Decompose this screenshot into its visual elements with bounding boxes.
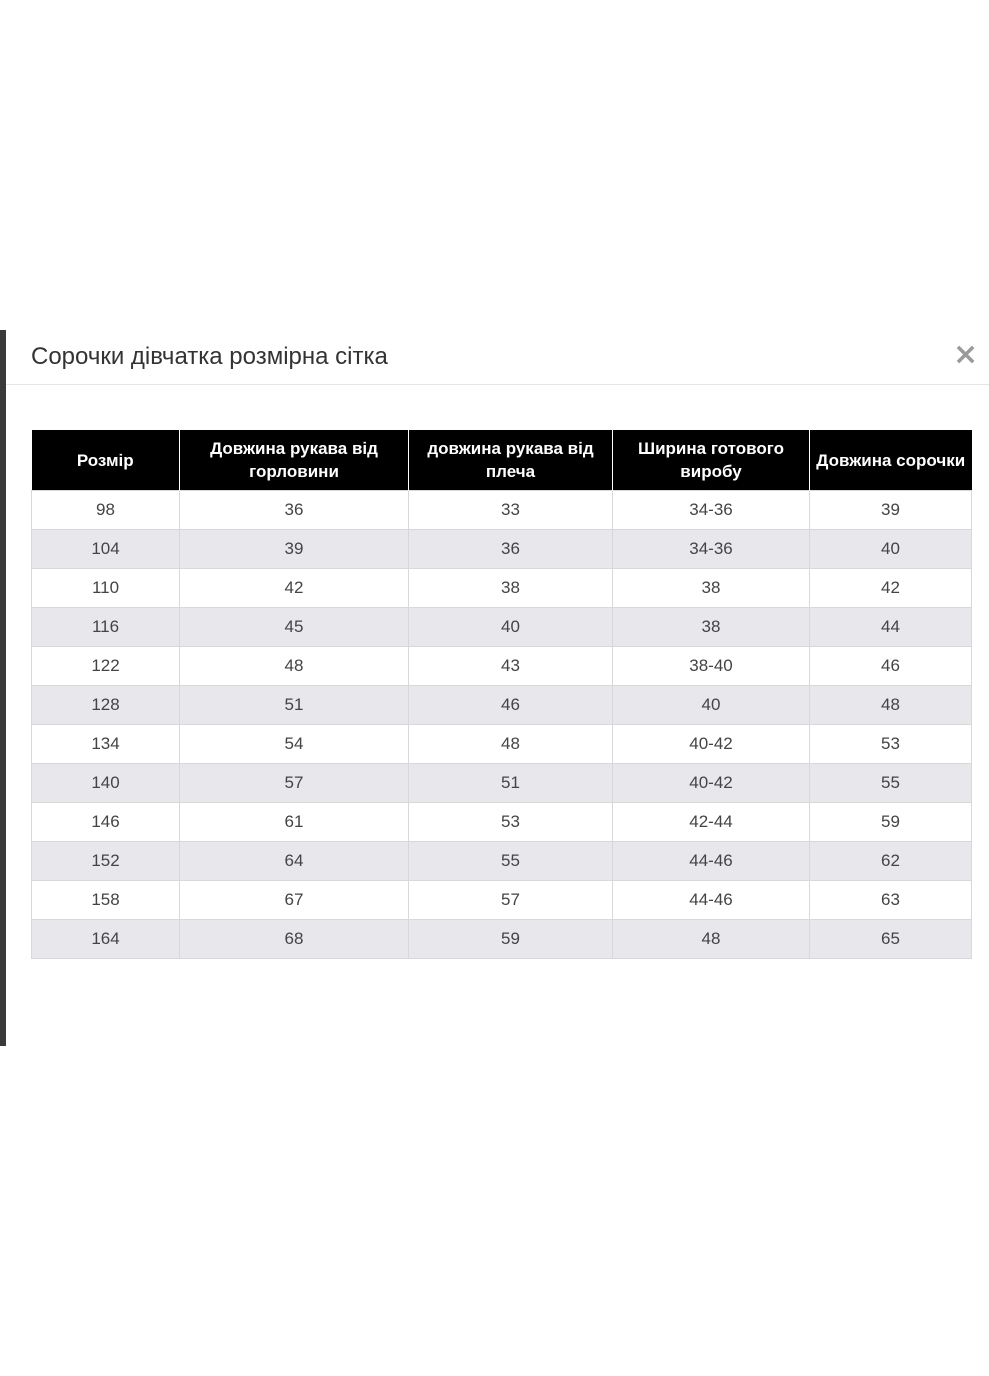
modal-title: Сорочки дівчатка розмірна сітка: [31, 343, 388, 370]
cell-size: 116: [32, 608, 180, 647]
cell-width: 38-40: [613, 647, 810, 686]
cell-sleeve-from-neck: 64: [180, 842, 409, 881]
cell-size: 98: [32, 491, 180, 530]
cell-sleeve-from-neck: 67: [180, 881, 409, 920]
cell-sleeve-from-neck: 61: [180, 803, 409, 842]
cell-width: 48: [613, 920, 810, 959]
table-row: [32, 920, 972, 959]
cell-sleeve-from-neck: 54: [180, 725, 409, 764]
table-row: [32, 569, 972, 608]
cell-sleeve-from-shoulder: 55: [409, 842, 613, 881]
cell-width: 44-46: [613, 842, 810, 881]
size-table: [31, 430, 972, 959]
table-row: [32, 647, 972, 686]
table-header-row: [32, 430, 972, 491]
cell-sleeve-from-shoulder: 53: [409, 803, 613, 842]
table-row: [32, 764, 972, 803]
column-header-sleeve-from-shoulder: довжина рукава від плеча: [409, 430, 613, 491]
cell-size: 146: [32, 803, 180, 842]
table-row: [32, 881, 972, 920]
cell-sleeve-from-shoulder: 51: [409, 764, 613, 803]
cell-width: 38: [613, 608, 810, 647]
cell-sleeve-from-shoulder: 43: [409, 647, 613, 686]
cell-shirt-length: 65: [810, 920, 972, 959]
cell-sleeve-from-shoulder: 36: [409, 530, 613, 569]
table-row: [32, 725, 972, 764]
column-header-size: Розмір: [32, 430, 180, 491]
cell-shirt-length: 63: [810, 881, 972, 920]
cell-shirt-length: 48: [810, 686, 972, 725]
cell-sleeve-from-shoulder: 38: [409, 569, 613, 608]
cell-width: 34-36: [613, 491, 810, 530]
table-body: [32, 491, 972, 959]
cell-size: 152: [32, 842, 180, 881]
cell-shirt-length: 40: [810, 530, 972, 569]
cell-sleeve-from-neck: 42: [180, 569, 409, 608]
cell-shirt-length: 59: [810, 803, 972, 842]
table-row: [32, 608, 972, 647]
cell-width: 44-46: [613, 881, 810, 920]
cell-size: 140: [32, 764, 180, 803]
cell-width: 40: [613, 686, 810, 725]
cell-width: 40-42: [613, 725, 810, 764]
cell-shirt-length: 44: [810, 608, 972, 647]
cell-size: 158: [32, 881, 180, 920]
cell-shirt-length: 42: [810, 569, 972, 608]
cell-shirt-length: 62: [810, 842, 972, 881]
table-row: [32, 686, 972, 725]
size-table-container: [31, 430, 971, 959]
table-row: [32, 803, 972, 842]
column-header-shirt-length: Довжина сорочки: [810, 430, 972, 491]
close-icon[interactable]: ×: [953, 337, 979, 372]
cell-width: 34-36: [613, 530, 810, 569]
cell-shirt-length: 53: [810, 725, 972, 764]
cell-sleeve-from-shoulder: 46: [409, 686, 613, 725]
cell-sleeve-from-neck: 48: [180, 647, 409, 686]
cell-sleeve-from-neck: 45: [180, 608, 409, 647]
modal-header: [6, 330, 989, 385]
cell-size: 134: [32, 725, 180, 764]
size-chart-modal: [6, 330, 989, 1046]
table-row: [32, 842, 972, 881]
cell-sleeve-from-shoulder: 59: [409, 920, 613, 959]
cell-size: 128: [32, 686, 180, 725]
cell-sleeve-from-neck: 36: [180, 491, 409, 530]
cell-width: 38: [613, 569, 810, 608]
column-header-width: Ширина готового виробу: [613, 430, 810, 491]
cell-sleeve-from-neck: 39: [180, 530, 409, 569]
cell-size: 122: [32, 647, 180, 686]
column-header-sleeve-from-neck: Довжина рукава від горловини: [180, 430, 409, 491]
cell-sleeve-from-neck: 57: [180, 764, 409, 803]
table-row: [32, 530, 972, 569]
cell-shirt-length: 55: [810, 764, 972, 803]
cell-sleeve-from-shoulder: 33: [409, 491, 613, 530]
cell-sleeve-from-shoulder: 48: [409, 725, 613, 764]
cell-shirt-length: 39: [810, 491, 972, 530]
cell-shirt-length: 46: [810, 647, 972, 686]
table-row: [32, 491, 972, 530]
cell-sleeve-from-shoulder: 57: [409, 881, 613, 920]
cell-size: 164: [32, 920, 180, 959]
cell-width: 40-42: [613, 764, 810, 803]
cell-size: 104: [32, 530, 180, 569]
cell-sleeve-from-neck: 51: [180, 686, 409, 725]
cell-sleeve-from-neck: 68: [180, 920, 409, 959]
cell-sleeve-from-shoulder: 40: [409, 608, 613, 647]
cell-size: 110: [32, 569, 180, 608]
cell-width: 42-44: [613, 803, 810, 842]
